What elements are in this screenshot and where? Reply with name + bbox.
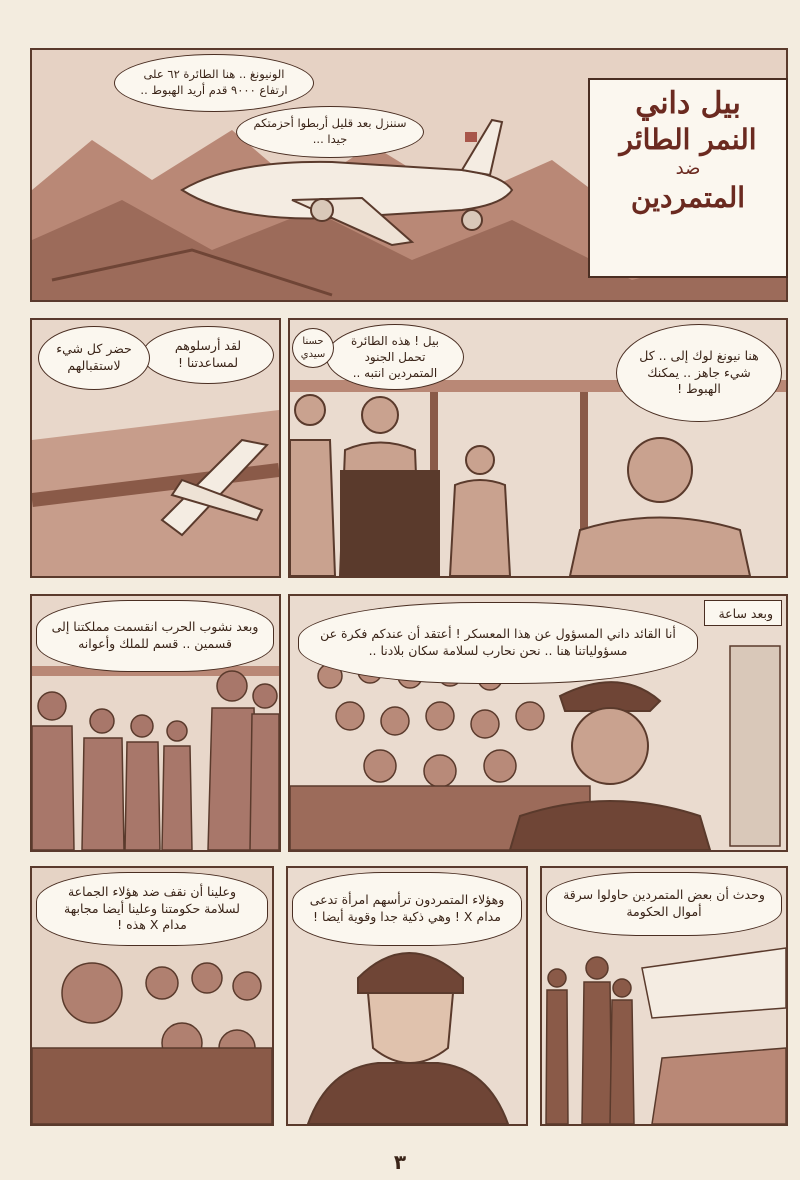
speech-bubble: وعلينا أن نقف ضد هؤلاء الجماعة لسلامة حكومتنا وعلينا أيضا مجابهة مدام X هذه ! <box>36 872 268 946</box>
speech-bubble: سننزل بعد قليل أربطوا أحزمتكم جيدا ... <box>236 106 424 158</box>
page-number: ٣ <box>393 1150 407 1174</box>
panel-5 <box>288 594 788 852</box>
comic-title <box>588 78 788 278</box>
panel-4 <box>30 594 281 852</box>
narration-caption: وبعد ساعة <box>704 600 782 626</box>
panel-8 <box>540 866 788 1126</box>
speech-bubble: حسنا سيدي <box>292 328 334 368</box>
speech-bubble: أنا القائد داني المسؤول عن هذا المعسكر ! أعتقد أن عندكم فكرة عن مسؤولياتنا هنا .. نحن نحارب لسلامة سكان بلادنا .. <box>298 602 698 684</box>
speech-bubble: حضر كل شيء لاستقبالهم <box>38 326 150 390</box>
panel-7 <box>286 866 528 1126</box>
speech-bubble: وحدث أن بعض المتمردين حاولوا سرقة أموال الحكومة <box>546 872 782 936</box>
panel-6 <box>30 866 274 1126</box>
series-title: بيل داني <box>635 86 741 121</box>
title-line-1: النمر الطائر <box>619 123 757 156</box>
speech-bubble: وبعد نشوب الحرب انقسمت مملكتنا إلى قسمين .. قسم للملك وأعوانه <box>36 600 274 672</box>
title-line-2: ضد <box>675 158 701 179</box>
speech-bubble: وهؤلاء المتمردون ترأسهم امرأة تدعى مدام X ! وهي ذكية جدا وقوية أيضا ! <box>292 872 522 946</box>
panel-3 <box>288 318 788 578</box>
speech-bubble: لقد أرسلوهم لمساعدتنا ! <box>142 326 274 384</box>
panel-2 <box>30 318 281 578</box>
speech-bubble: الونيونغ .. هنا الطائرة ٦٢ على ارتفاع ٩٠٠٠ قدم أريد الهبوط .. <box>114 54 314 112</box>
speech-bubble: بيل ! هذه الطائرة تحمل الجنود المتمردين انتبه .. <box>326 324 464 390</box>
title-line-3: المتمردين <box>630 181 746 214</box>
speech-bubble: هنا نيونغ لوك إلى .. كل شيء جاهز .. يمكنك الهبوط ! <box>616 324 782 422</box>
